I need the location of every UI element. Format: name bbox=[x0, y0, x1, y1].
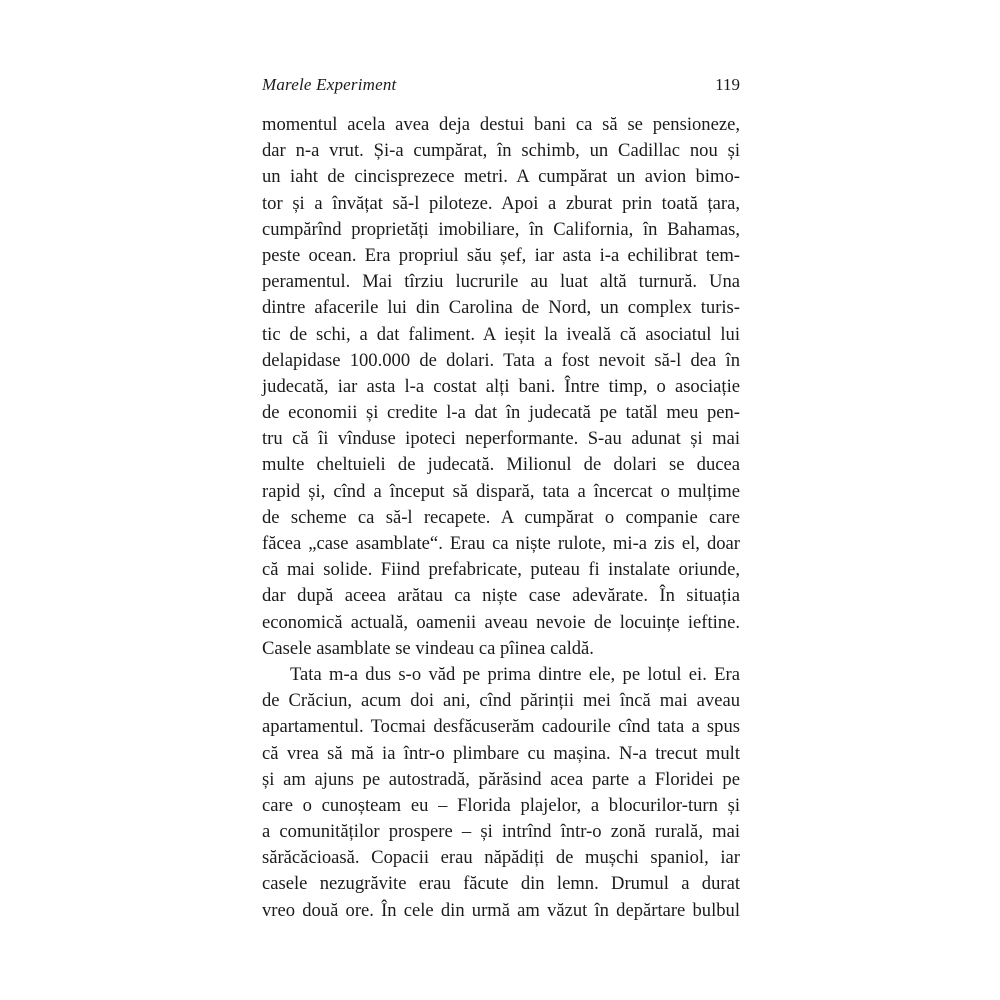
text-line: delapidase 100.000 de dolari. Tata a fost nevoit să-l dea în bbox=[262, 349, 740, 371]
text-line: casele nezugrăvite erau făcute din lemn. Drumul a durat bbox=[262, 873, 740, 895]
text-line: vreo două ore. În cele din urmă am văzut în depărtare bulbul bbox=[262, 899, 740, 921]
text-line: Tata m-a dus s-o văd pe prima dintre ele, pe lotul ei. Era bbox=[290, 663, 740, 685]
text-line: dintre afacerile lui din Carolina de Nord, un complex turis- bbox=[262, 297, 740, 319]
text-line: peramentul. Mai tîrziu lucrurile au luat altă turnură. Una bbox=[262, 271, 740, 293]
running-title: Marele Experiment bbox=[262, 75, 397, 94]
text-line: tic de schi, a dat faliment. A ieșit la iveală că asociatul lui bbox=[262, 323, 740, 345]
text-line: multe cheltuieli de judecată. Milionul de dolari se ducea bbox=[262, 454, 740, 476]
text-line: peste ocean. Era propriul său șef, iar asta i-a echilibrat tem- bbox=[262, 244, 740, 266]
text-line: de scheme ca să-l recapete. A cumpărat o companie care bbox=[262, 506, 740, 528]
text-line: sărăcăcioasă. Copacii erau năpădiți de mușchi spaniol, iar bbox=[262, 847, 740, 869]
text-line: care o cunoșteam eu – Florida plajelor, a blocurilor-turn și bbox=[262, 794, 740, 816]
text-line: de economii și credite l-a dat în judecată pe tatăl meu pen- bbox=[262, 402, 740, 424]
text-line: că mai solide. Fiind prefabricate, puteau fi instalate oriunde, bbox=[262, 559, 740, 581]
text-line: a comunităților prospere – și intrînd într-o zonă rurală, mai bbox=[262, 821, 740, 843]
text-line: cumpărînd proprietăți imobiliare, în California, în Bahamas, bbox=[262, 218, 740, 240]
page-header bbox=[262, 76, 740, 94]
text-line: dar n-a vrut. Și-a cumpărat, în schimb, un Cadillac nou și bbox=[262, 140, 740, 162]
text-line: un iaht de cincisprezece metri. A cumpărat un avion bimo- bbox=[262, 166, 740, 188]
page-body bbox=[262, 112, 740, 924]
text-line: de Crăciun, acum doi ani, cînd părinții mei încă mai aveau bbox=[262, 690, 740, 712]
text-line: făcea „case asamblate“. Erau ca niște rulote, mi-a zis el, doar bbox=[262, 533, 740, 554]
text-line: apartamentul. Tocmai desfăcuserăm cadourile cînd tata a spus bbox=[262, 716, 740, 738]
text-line: momentul acela avea deja destui bani ca să se pensioneze, bbox=[262, 114, 740, 135]
text-line: Casele asamblate se vindeau ca pîinea caldă. bbox=[262, 637, 594, 659]
paragraph bbox=[262, 112, 740, 662]
text-line: rapid și, cînd a început să dispară, tata a încercat o mulțime bbox=[262, 480, 740, 502]
text-line: economică actuală, oamenii aveau nevoie de locuințe ieftine. bbox=[262, 611, 740, 633]
text-line: dar după aceea arătau ca niște case adevărate. În situația bbox=[262, 585, 740, 607]
text-line: și am ajuns pe autostradă, părăsind acea parte a Floridei pe bbox=[262, 768, 740, 790]
paragraph bbox=[262, 662, 740, 924]
text-line: că vrea să mă ia într-o plimbare cu mașina. N-a trecut mult bbox=[262, 742, 740, 764]
text-line: tor și a învățat să-l piloteze. Apoi a zburat prin toată țara, bbox=[262, 192, 740, 214]
text-line: tru că îi vînduse ipoteci neperformante. S-au adunat și mai bbox=[262, 428, 740, 450]
text-line: judecată, iar asta l-a costat alți bani. Între timp, o asociație bbox=[262, 375, 740, 397]
page-number: 119 bbox=[715, 75, 740, 94]
